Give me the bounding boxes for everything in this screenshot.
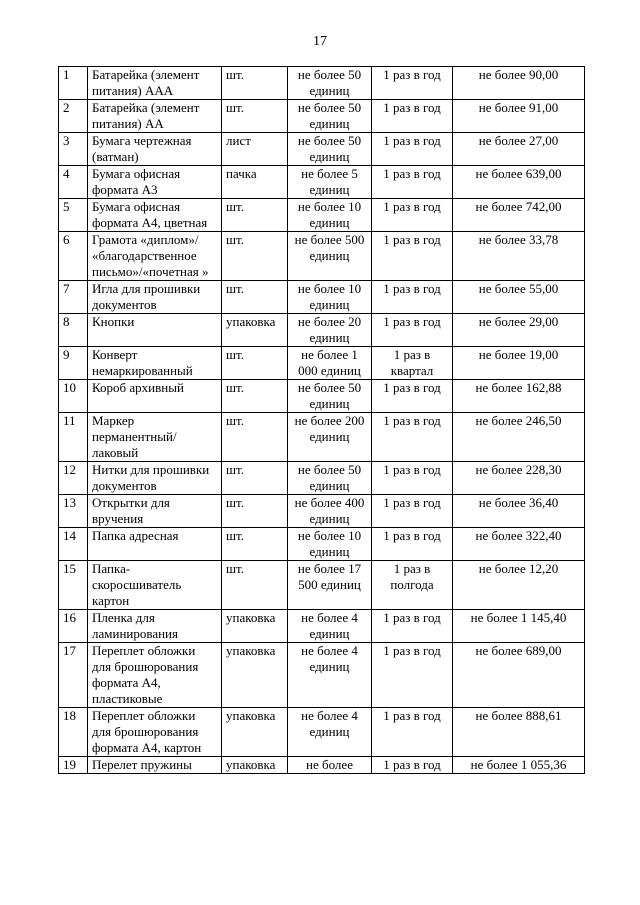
- table-row: [59, 495, 585, 528]
- quantity-limit: не более 17 500 единиц: [288, 561, 372, 610]
- row-number: 7: [59, 281, 88, 314]
- purchase-frequency: 1 раз в год: [372, 199, 453, 232]
- unit-of-measure: упаковка: [222, 757, 288, 774]
- item-name: Перелет пружины: [88, 757, 222, 774]
- quantity-limit: не более 500 единиц: [288, 232, 372, 281]
- purchase-frequency: 1 раз в год: [372, 67, 453, 100]
- price-limit: не более 639,00: [453, 166, 585, 199]
- item-name: Короб архивный: [88, 380, 222, 413]
- table-row: [59, 166, 585, 199]
- item-name: Бумага чертежная (ватман): [88, 133, 222, 166]
- price-limit: не более 689,00: [453, 643, 585, 708]
- item-name: Конверт немаркированный: [88, 347, 222, 380]
- quantity-limit: не более 10 единиц: [288, 528, 372, 561]
- quantity-limit: не более 20 единиц: [288, 314, 372, 347]
- table-row: [59, 462, 585, 495]
- unit-of-measure: шт.: [222, 67, 288, 100]
- quantity-limit: не более: [288, 757, 372, 774]
- unit-of-measure: шт.: [222, 413, 288, 462]
- purchase-frequency: 1 раз в год: [372, 232, 453, 281]
- item-name: Папка-скоросшиватель картон: [88, 561, 222, 610]
- table-row: [59, 347, 585, 380]
- price-limit: не более 228,30: [453, 462, 585, 495]
- item-name: Бумага офисная формата А3: [88, 166, 222, 199]
- quantity-limit: не более 50 единиц: [288, 380, 372, 413]
- row-number: 4: [59, 166, 88, 199]
- item-name: Маркер перманентный/лаковый: [88, 413, 222, 462]
- table-row: [59, 561, 585, 610]
- unit-of-measure: упаковка: [222, 610, 288, 643]
- purchase-frequency: 1 раз в год: [372, 314, 453, 347]
- row-number: 17: [59, 643, 88, 708]
- purchase-frequency: 1 раз в год: [372, 610, 453, 643]
- unit-of-measure: шт.: [222, 528, 288, 561]
- price-limit: не более 29,00: [453, 314, 585, 347]
- page-number: 17: [313, 34, 327, 49]
- table-row: [59, 413, 585, 462]
- price-limit: не более 742,00: [453, 199, 585, 232]
- item-name: Игла для прошивки документов: [88, 281, 222, 314]
- item-name: Открытки для вручения: [88, 495, 222, 528]
- price-limit: не более 55,00: [453, 281, 585, 314]
- purchase-frequency: 1 раз в полгода: [372, 561, 453, 610]
- unit-of-measure: шт.: [222, 347, 288, 380]
- table-row: [59, 100, 585, 133]
- item-name: Бумага офисная формата А4, цветная: [88, 199, 222, 232]
- row-number: 14: [59, 528, 88, 561]
- unit-of-measure: упаковка: [222, 708, 288, 757]
- goods-table: [58, 66, 585, 774]
- unit-of-measure: шт.: [222, 232, 288, 281]
- purchase-frequency: 1 раз в год: [372, 133, 453, 166]
- quantity-limit: не более 4 единиц: [288, 610, 372, 643]
- unit-of-measure: шт.: [222, 199, 288, 232]
- row-number: 11: [59, 413, 88, 462]
- quantity-limit: не более 400 единиц: [288, 495, 372, 528]
- price-limit: не более 246,50: [453, 413, 585, 462]
- quantity-limit: не более 50 единиц: [288, 462, 372, 495]
- item-name: Батарейка (элемент питания) ААА: [88, 67, 222, 100]
- table-row: [59, 133, 585, 166]
- quantity-limit: не более 50 единиц: [288, 67, 372, 100]
- quantity-limit: не более 4 единиц: [288, 643, 372, 708]
- purchase-frequency: 1 раз в год: [372, 281, 453, 314]
- quantity-limit: не более 4 единиц: [288, 708, 372, 757]
- item-name: Грамота «диплом»/ «благодарственное письмо»/«почетная »: [88, 232, 222, 281]
- row-number: 6: [59, 232, 88, 281]
- item-name: Папка адресная: [88, 528, 222, 561]
- table-row: [59, 314, 585, 347]
- row-number: 10: [59, 380, 88, 413]
- price-limit: не более 162,88: [453, 380, 585, 413]
- price-limit: не более 36,40: [453, 495, 585, 528]
- row-number: 18: [59, 708, 88, 757]
- item-name: Батарейка (элемент питания) АА: [88, 100, 222, 133]
- quantity-limit: не более 50 единиц: [288, 100, 372, 133]
- quantity-limit: не более 5 единиц: [288, 166, 372, 199]
- price-limit: не более 1 145,40: [453, 610, 585, 643]
- purchase-frequency: 1 раз в год: [372, 413, 453, 462]
- row-number: 15: [59, 561, 88, 610]
- purchase-frequency: 1 раз в год: [372, 708, 453, 757]
- price-limit: не более 91,00: [453, 100, 585, 133]
- purchase-frequency: 1 раз в год: [372, 643, 453, 708]
- purchase-frequency: 1 раз в год: [372, 528, 453, 561]
- table-row: [59, 67, 585, 100]
- unit-of-measure: шт.: [222, 380, 288, 413]
- purchase-frequency: 1 раз в год: [372, 100, 453, 133]
- table-row: [59, 528, 585, 561]
- price-limit: не более 12,20: [453, 561, 585, 610]
- price-limit: не более 888,61: [453, 708, 585, 757]
- table-row: [59, 610, 585, 643]
- table-row: [59, 757, 585, 774]
- item-name: Нитки для прошивки документов: [88, 462, 222, 495]
- unit-of-measure: шт.: [222, 462, 288, 495]
- unit-of-measure: упаковка: [222, 643, 288, 708]
- purchase-frequency: 1 раз в год: [372, 757, 453, 774]
- table-row: [59, 232, 585, 281]
- price-limit: не более 33,78: [453, 232, 585, 281]
- purchase-frequency: 1 раз в год: [372, 166, 453, 199]
- row-number: 1: [59, 67, 88, 100]
- row-number: 5: [59, 199, 88, 232]
- quantity-limit: не более 1 000 единиц: [288, 347, 372, 380]
- quantity-limit: не более 50 единиц: [288, 133, 372, 166]
- price-limit: не более 322,40: [453, 528, 585, 561]
- price-limit: не более 19,00: [453, 347, 585, 380]
- price-limit: не более 1 055,36: [453, 757, 585, 774]
- item-name: Переплет обложки для брошюрования формата А4, пластиковые: [88, 643, 222, 708]
- row-number: 16: [59, 610, 88, 643]
- row-number: 9: [59, 347, 88, 380]
- unit-of-measure: шт.: [222, 495, 288, 528]
- unit-of-measure: шт.: [222, 281, 288, 314]
- unit-of-measure: лист: [222, 133, 288, 166]
- price-limit: не более 27,00: [453, 133, 585, 166]
- purchase-frequency: 1 раз в год: [372, 495, 453, 528]
- unit-of-measure: упаковка: [222, 314, 288, 347]
- table-row: [59, 708, 585, 757]
- purchase-frequency: 1 раз в квартал: [372, 347, 453, 380]
- table-row: [59, 199, 585, 232]
- item-name: Переплет обложки для брошюрования формата А4, картон: [88, 708, 222, 757]
- row-number: 8: [59, 314, 88, 347]
- row-number: 12: [59, 462, 88, 495]
- table-row: [59, 380, 585, 413]
- unit-of-measure: шт.: [222, 561, 288, 610]
- unit-of-measure: пачка: [222, 166, 288, 199]
- quantity-limit: не более 200 единиц: [288, 413, 372, 462]
- purchase-frequency: 1 раз в год: [372, 462, 453, 495]
- purchase-frequency: 1 раз в год: [372, 380, 453, 413]
- row-number: 19: [59, 757, 88, 774]
- row-number: 3: [59, 133, 88, 166]
- item-name: Пленка для ламинирования: [88, 610, 222, 643]
- quantity-limit: не более 10 единиц: [288, 199, 372, 232]
- row-number: 13: [59, 495, 88, 528]
- item-name: Кнопки: [88, 314, 222, 347]
- table-row: [59, 643, 585, 708]
- unit-of-measure: шт.: [222, 100, 288, 133]
- row-number: 2: [59, 100, 88, 133]
- quantity-limit: не более 10 единиц: [288, 281, 372, 314]
- table-row: [59, 281, 585, 314]
- price-limit: не более 90,00: [453, 67, 585, 100]
